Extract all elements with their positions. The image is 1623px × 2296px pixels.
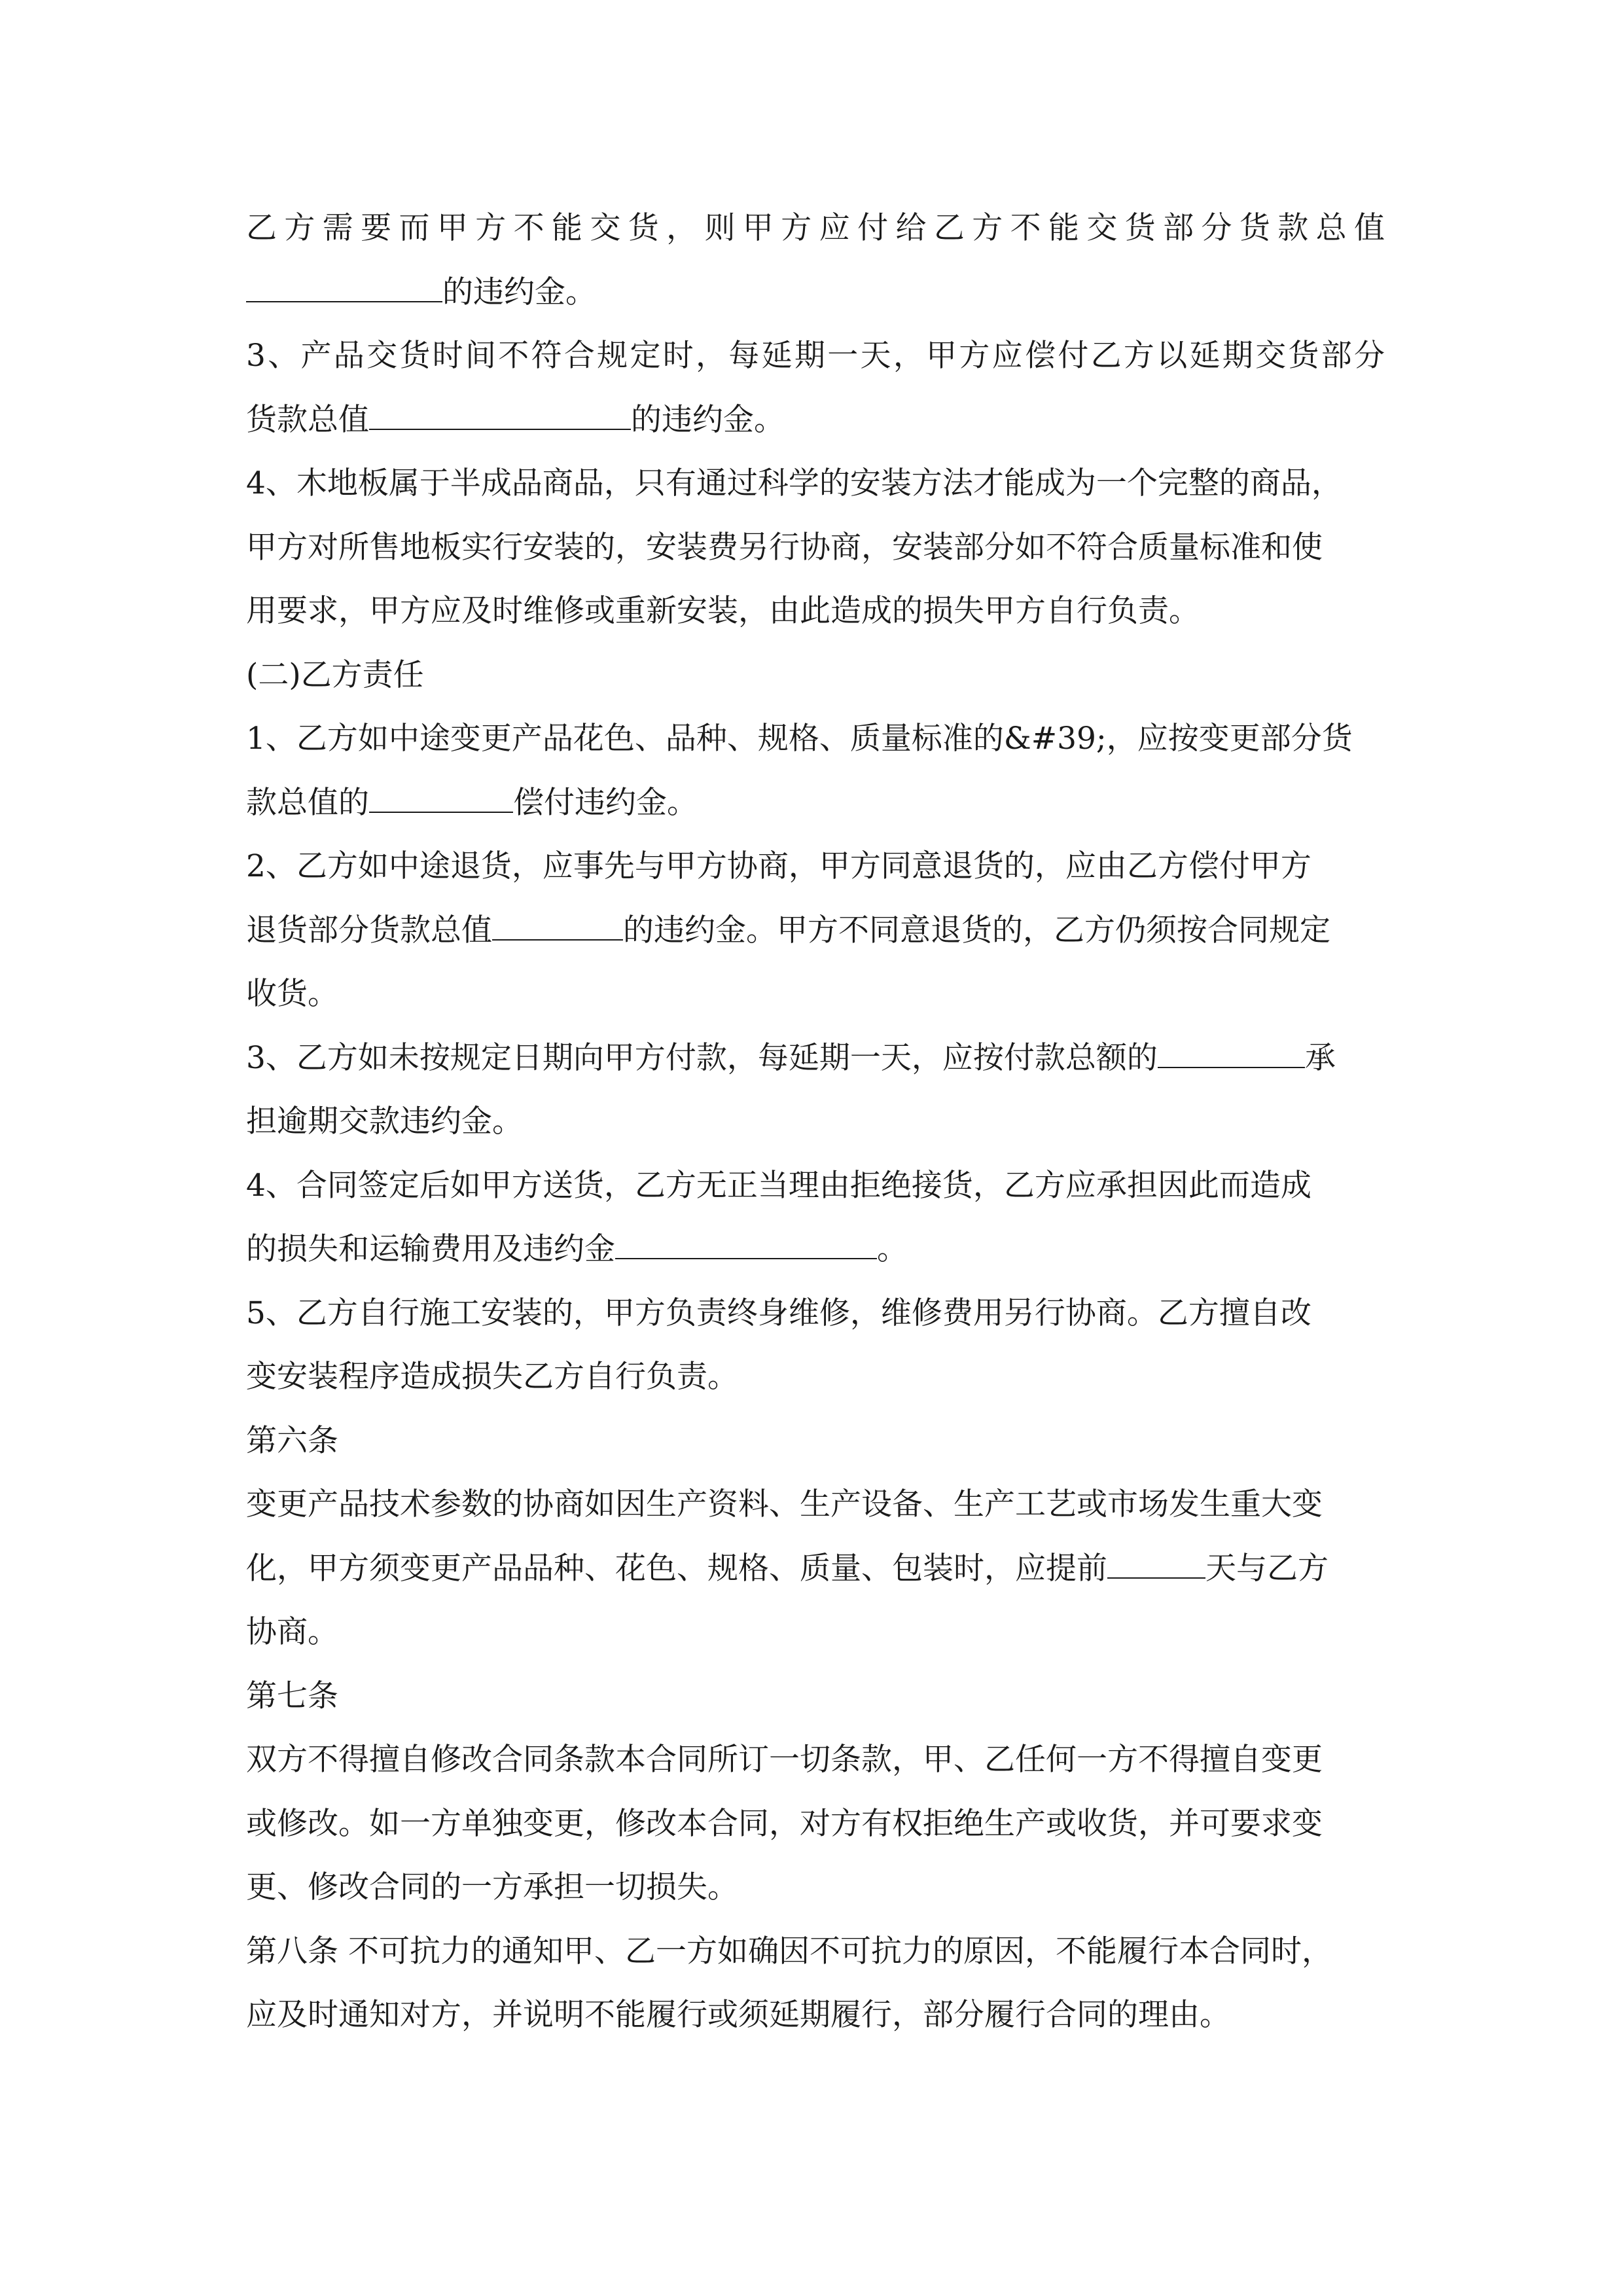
fill-in-blank[interactable] (1107, 1551, 1205, 1579)
fill-in-blank[interactable] (1158, 1041, 1305, 1068)
clause-a-continuation (246, 196, 1385, 324)
clause-a4 (246, 452, 1385, 643)
text-line: 双方不得擅自修改合同条款本合同所订一切条款，甲、乙任何一方不得擅自变更 (246, 1742, 1323, 1778)
text-line: 的违约金。 (246, 260, 1385, 325)
fill-in-blank[interactable] (246, 275, 442, 302)
clause-b1 (246, 707, 1385, 834)
text-line: 或修改。如一方单独变更，修改本合同，对方有权拒绝生产或收货，并可要求变 (246, 1805, 1323, 1842)
text-line: 5、乙方自行施工安装的，甲方负责终身维修，维修费用另行协商。乙方擅自改 (246, 1295, 1311, 1331)
document-page (246, 196, 1385, 2047)
text-line: 的损失和运输费用及违约金 。 (246, 1231, 908, 1267)
article-7 (246, 1664, 1385, 1920)
text-line: 变安装程序造成损失乙方自行负责。 (246, 1359, 738, 1395)
fill-in-blank[interactable] (369, 403, 631, 430)
section-heading: (二)乙方责任 (246, 656, 424, 693)
text-line: 4、木地板属于半成品商品，只有通过科学的安装方法才能成为一个完整的商品， (246, 465, 1342, 501)
text-line: 3、乙方如未按规定日期向甲方付款，每延期一天，应按付款总额的 承 (246, 1039, 1336, 1076)
article-6 (246, 1409, 1385, 1664)
text-line: 担逾期交款违约金。 (246, 1103, 523, 1139)
section-heading-party-b (246, 643, 1385, 708)
clause-b3 (246, 1026, 1385, 1154)
text-line: 3、产品交货时间不符合规定时，每延期一天，甲方应偿付乙方以延期交货部分 (246, 338, 1385, 374)
text-line: 2、乙方如中途退货，应事先与甲方协商，甲方同意退货的，应由乙方偿付甲方 (246, 848, 1311, 884)
clause-a3 (246, 324, 1385, 452)
fill-in-blank[interactable] (369, 785, 513, 813)
text-line: 第八条 不可抗力的通知甲、乙一方如确因不可抗力的原因，不能履行本合同时， (246, 1933, 1332, 1969)
text-line: 1、乙方如中途变更产品花色、品种、规格、质量标准的&#39;，应按变更部分货 (246, 721, 1353, 757)
text-line: 协商。 (246, 1614, 338, 1650)
fill-in-blank[interactable] (615, 1232, 877, 1259)
clause-b4 (246, 1154, 1385, 1282)
article-heading: 第七条 (246, 1677, 338, 1714)
text-line: 化，甲方须变更产品品种、花色、规格、质量、包装时，应提前 天与乙方 (246, 1550, 1329, 1587)
text-line: 甲方对所售地板实行安装的，安装费另行协商，安装部分如不符合质量标准和使 (246, 529, 1323, 565)
text-line: 收货。 (246, 976, 338, 1012)
text-line: 更、修改合同的一方承担一切损失。 (246, 1869, 738, 1905)
article-heading: 第六条 (246, 1422, 338, 1459)
text-line: 应及时通知对方，并说明不能履行或须延期履行，部分履行合同的理由。 (246, 1997, 1230, 2033)
text-line: 退货部分货款总值 的违约金。甲方不同意退货的，乙方仍须按合同规定 (246, 912, 1330, 948)
text-line: 款总值的 偿付违约金。 (246, 784, 698, 821)
fill-in-blank[interactable] (492, 913, 623, 941)
text-line: 4、合同签定后如甲方送货，乙方无正当理由拒绝接货，乙方应承担因此而造成 (246, 1167, 1311, 1204)
article-8 (246, 1920, 1385, 2047)
text-line: 用要求，甲方应及时维修或重新安装，由此造成的损失甲方自行负责。 (246, 593, 1200, 629)
text-line: 变更产品技术参数的协商如因生产资料、生产设备、生产工艺或市场发生重大变 (246, 1486, 1323, 1522)
text-line: 货款总值 的违约金。 (246, 401, 785, 438)
clause-b2 (246, 834, 1385, 1026)
text-line: 乙方需要而甲方不能交货，则甲方应付给乙方不能交货部分货款总值 (246, 210, 1385, 246)
clause-b5 (246, 1282, 1385, 1409)
